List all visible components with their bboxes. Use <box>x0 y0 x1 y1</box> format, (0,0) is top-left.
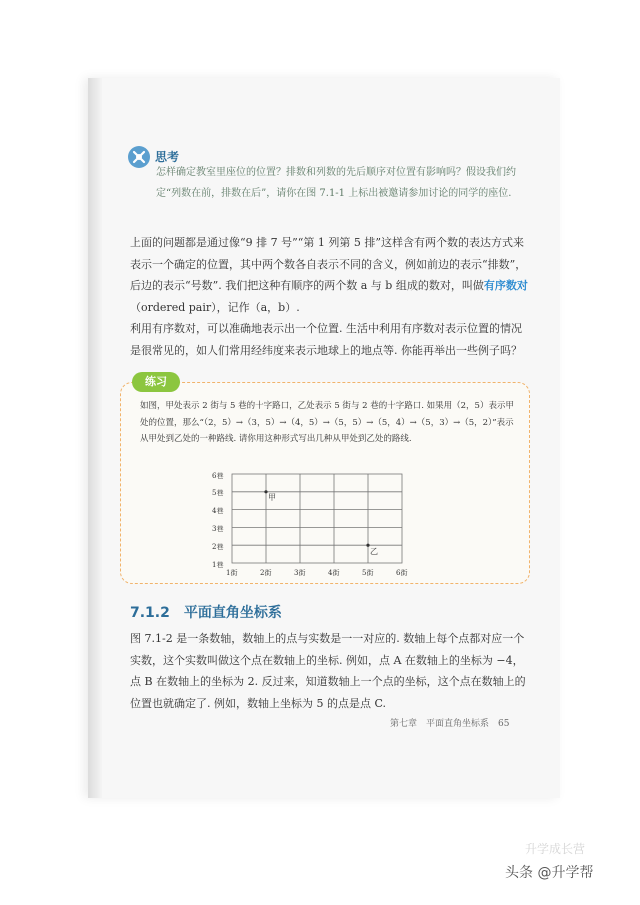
street-label-1: 1街 <box>226 569 238 577</box>
think-title: 思考 <box>155 150 180 164</box>
lane-label-1: 1巷 <box>212 561 224 569</box>
think-text: 怎样确定教室里座位的位置？排数和列数的先后顺序对位置有影响吗？假设我们约定“列数在前，排数在后”，请你在图 7.1-1 上标出被邀请参加讨论的同学的座位. <box>156 167 516 199</box>
lane-label-3: 3巷 <box>212 525 224 533</box>
street-label-5: 5街 <box>362 569 374 577</box>
street-label-4: 4街 <box>328 569 340 577</box>
lane-label-2: 2巷 <box>212 543 224 551</box>
paragraph-usage: 利用有序数对，可以准确地表示出一个位置. 生活中利用有序数对表示位置的情况是很常见的，如人们常用经纬度来表示地球上的地点等. 你能再举出一些例子吗？ <box>130 322 522 357</box>
street-grid <box>208 472 428 584</box>
street-label-3: 3街 <box>294 569 306 577</box>
section-title: 7.1.2 平面直角坐标系 <box>130 605 282 621</box>
street-label-2: 2街 <box>260 569 272 577</box>
exercise-tag: 练习 <box>132 372 180 392</box>
street-label-6: 6街 <box>396 569 408 577</box>
paragraph-pre: 上面的问题都是通过像“9 排 7 号”“第 1 列第 5 排”这样含有两个数的表达方式来表示一个确定的位置，其中两个数各自表示不同的含义，例如前边的表示“排数”，后边的表示“号数”. 我们把这种有顺序的两个数 a 与 b 组成的数对，叫做 <box>130 236 527 292</box>
lane-label-4: 4巷 <box>212 507 224 515</box>
label-jia: 甲 <box>268 493 276 502</box>
section-text: 图 7.1-2 是一条数轴，数轴上的点与实数是一一对应的. 数轴上每个点都对应一个实数，这个实数叫做这个点在数轴上的坐标. 例如，点 A 在数轴上的坐标为 −4，点 B 在数轴上的坐标为 2. 反过来，知道数轴上一个点的坐标，这个点在数轴上的位置也就确定了. 例如，数轴上坐标为 5 的点是点 C. <box>130 632 526 710</box>
lane-label-6: 6巷 <box>212 472 224 480</box>
watermark: 头条 @升学帮 <box>505 865 594 881</box>
thinking-icon <box>128 146 150 168</box>
paragraph-ordered-pair <box>130 232 528 318</box>
exercise-text: 如图，甲处表示 2 街与 5 巷的十字路口，乙处表示 5 街与 2 巷的十字路口. 如果用（2，5）表示甲处的位置，那么“（2，5）→（3，5）→（4，5）→（5，5）→（5，4）→（5，3）→（5，2）”表示从甲处到乙处的一种路线. 请你用这种形式写出几种从甲处到乙处的路线. <box>140 401 514 444</box>
lane-label-5: 5巷 <box>212 489 224 497</box>
faint-watermark: 升学成长营 <box>525 842 586 856</box>
label-yi: 乙 <box>370 547 378 556</box>
page-gutter <box>88 78 102 798</box>
term-ordered-pair: 有序数对 <box>483 279 528 292</box>
page-footer: 第七章 平面直角坐标系 65 <box>390 719 510 729</box>
paragraph-post: （ordered pair），记作（a，b）. <box>130 300 300 314</box>
